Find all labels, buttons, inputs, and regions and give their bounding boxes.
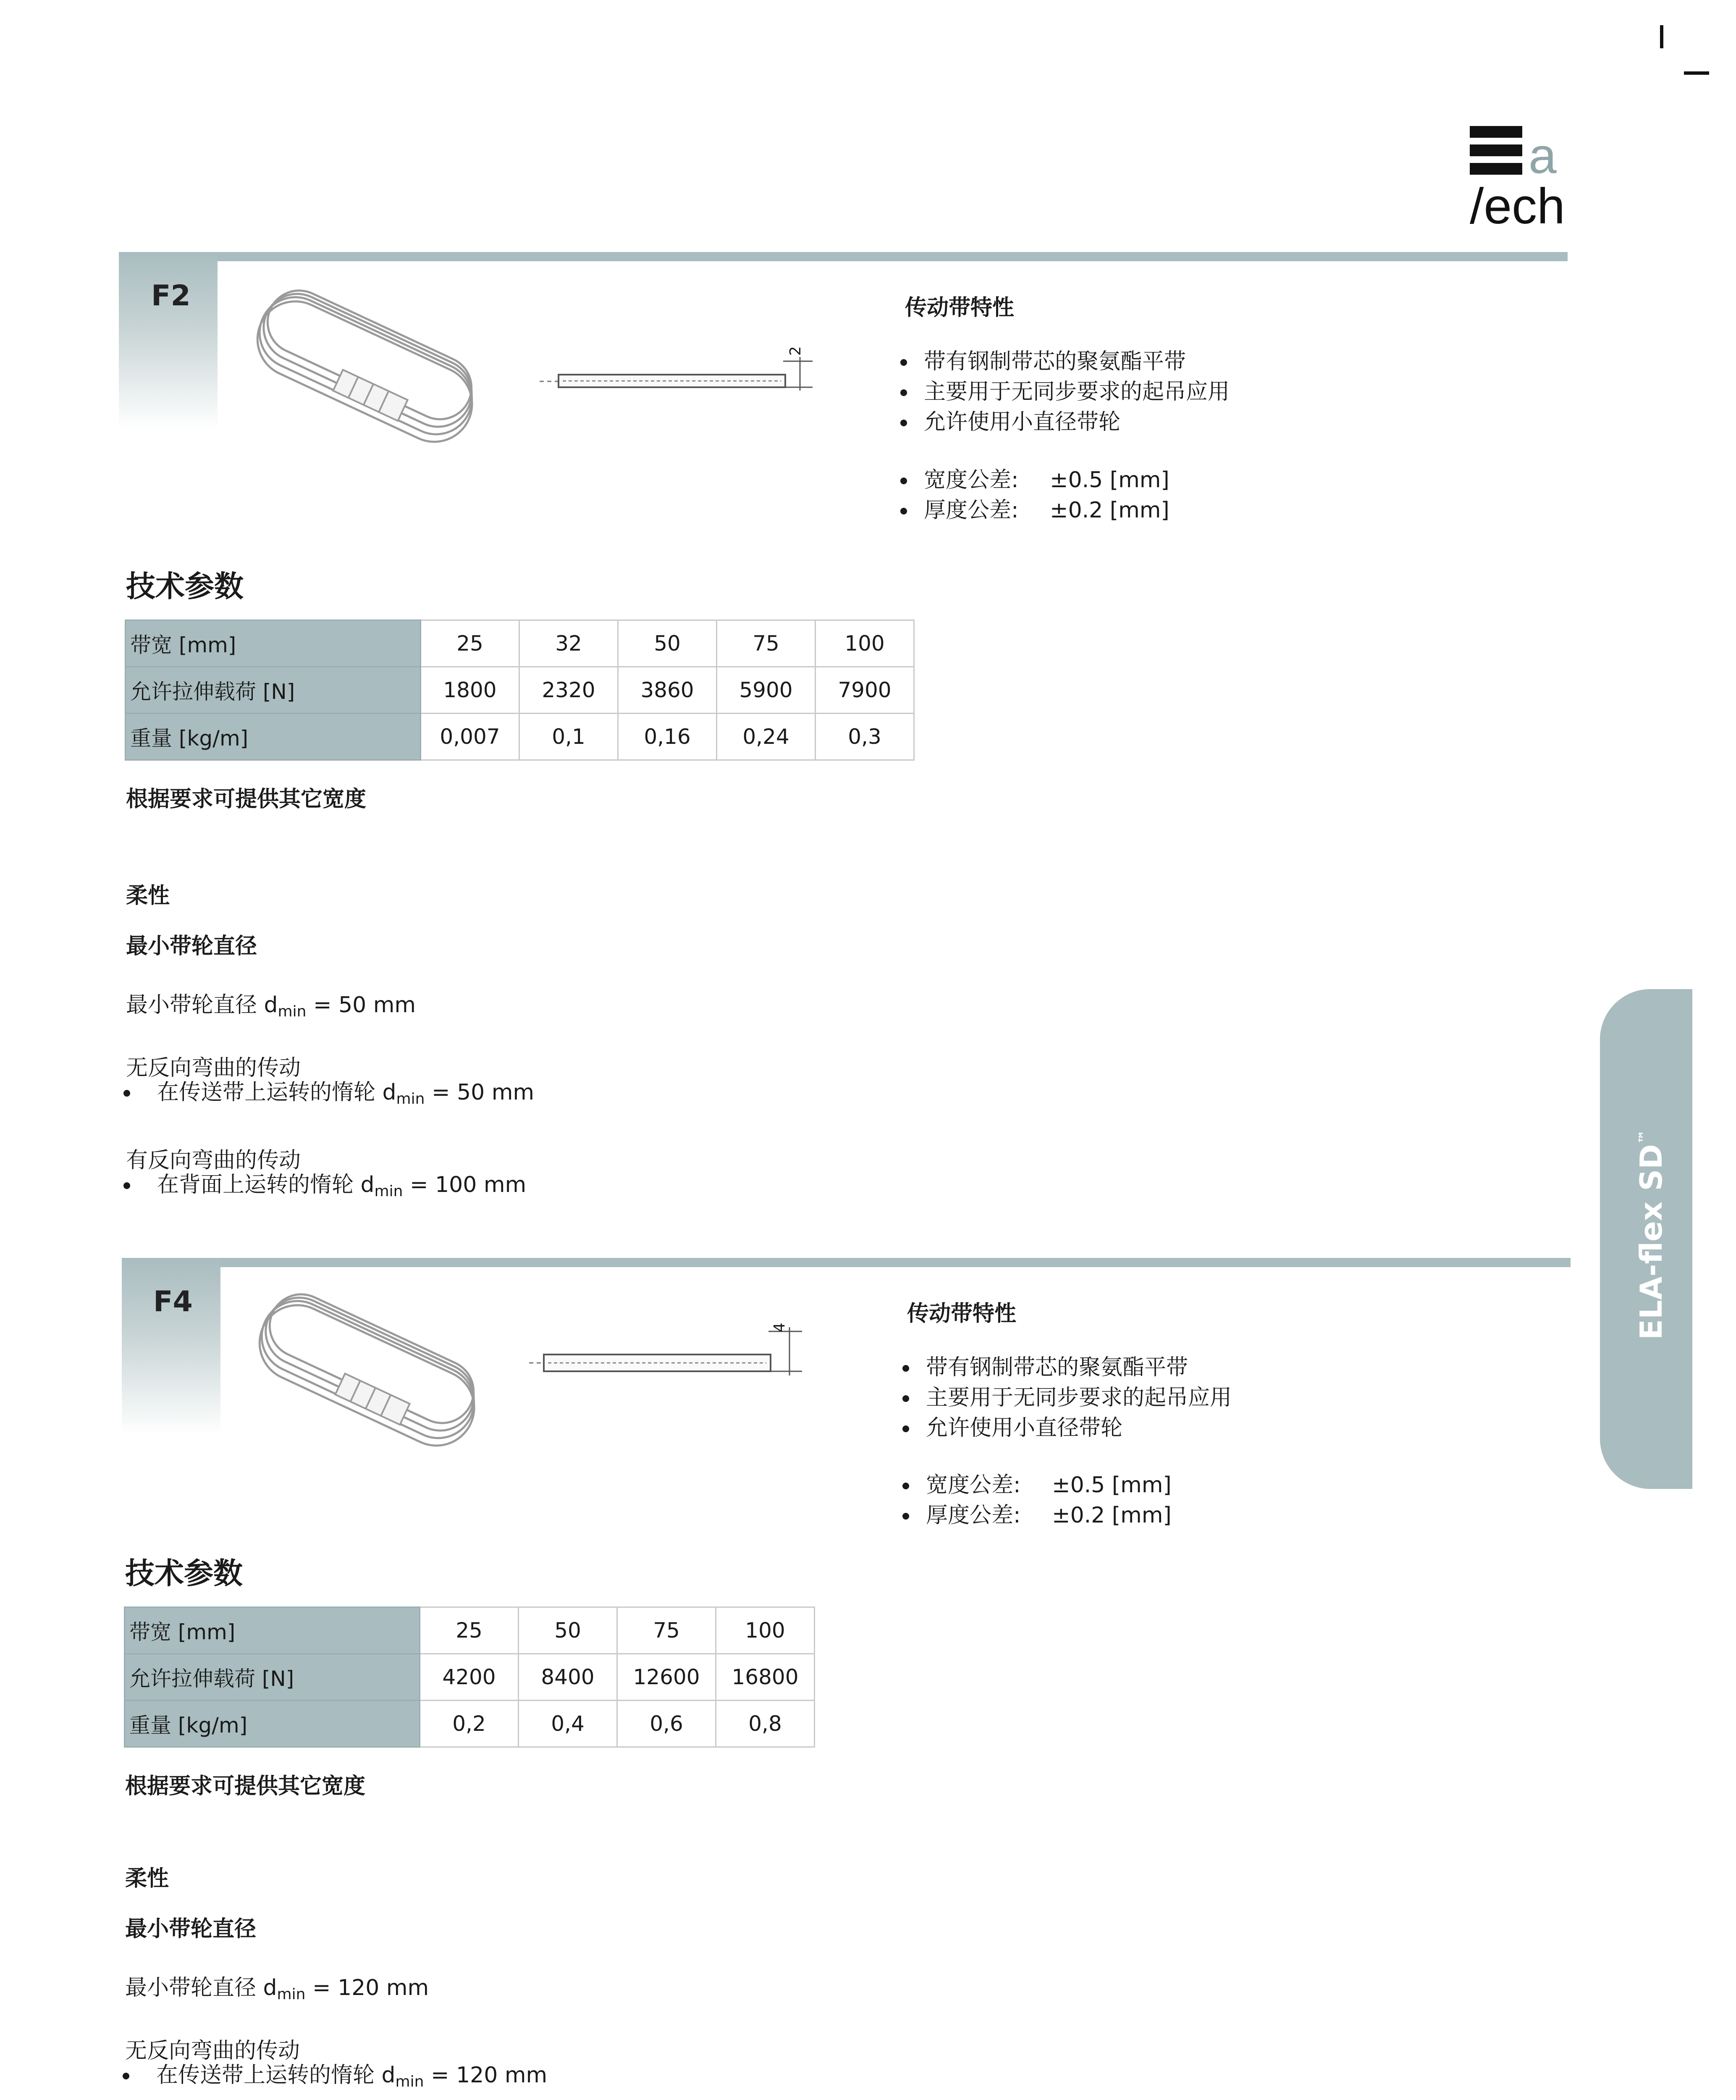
table-cell: 1800 (421, 667, 519, 714)
spec-table-f4 (124, 1606, 815, 1748)
features-title: 传动带特性 (907, 1301, 1017, 1326)
belt-profile-drawing (540, 344, 817, 399)
tolerance-item: 宽度公差: ±0.5 [mm] (901, 1470, 1172, 1500)
tolerance-item: 宽度公差: ±0.5 [mm] (899, 465, 1170, 495)
table-cell: 7900 (816, 667, 914, 714)
table-cell: 16800 (716, 1654, 815, 1701)
table-cell: 50 (618, 620, 717, 667)
table-cell: 100 (716, 1607, 815, 1654)
crop-mark-vertical (1660, 25, 1663, 48)
table-cell: 2320 (519, 667, 618, 714)
min-diameter-title: 最小带轮直径 (125, 1916, 257, 1942)
row-header: 带宽 [mm] (126, 620, 421, 667)
flexibility-title: 柔性 (125, 1866, 169, 1891)
table-cell: 32 (519, 620, 618, 667)
table-row (125, 1607, 815, 1654)
section-f2-rule (119, 252, 1568, 261)
non-reverse-list (122, 1077, 534, 1108)
tech-params-title: 技术参数 (125, 1556, 243, 1591)
table-row (125, 1654, 815, 1701)
table-cell: 0,007 (421, 714, 519, 760)
side-tab-label: ELA-flex SD™ (1634, 1130, 1669, 1340)
belt-loop-illustration (248, 277, 483, 454)
feature-item: 带有钢制带芯的聚氨酯平带 (899, 346, 1230, 377)
table-cell: 0,24 (717, 714, 816, 760)
flexibility-title: 柔性 (126, 883, 170, 908)
reverse-list (122, 1170, 526, 1200)
svg-text:/ech: /ech (1470, 178, 1565, 227)
table-row (126, 620, 914, 667)
tolerance-list (901, 1470, 1172, 1530)
feature-item: 主要用于无同步要求的起吊应用 (899, 377, 1230, 407)
table-cell: 4200 (420, 1654, 519, 1701)
svg-text:a: a (1529, 128, 1557, 184)
row-header: 重量 [kg/m] (125, 1701, 420, 1747)
tolerance-item: 厚度公差: ±0.2 [mm] (901, 1500, 1172, 1530)
other-widths-note: 根据要求可提供其它宽度 (125, 1774, 366, 1799)
spec-table-f2 (125, 620, 915, 761)
feature-item: 带有钢制带芯的聚氨酯平带 (901, 1352, 1232, 1383)
profile-thickness-label: 4 (771, 1323, 788, 1332)
min-diameter-text: 最小带轮直径 $d_{min} = 120$ mm (125, 1975, 429, 2003)
table-cell: 8400 (519, 1654, 617, 1701)
table-cell: 50 (519, 1607, 617, 1654)
table-cell: 0,16 (618, 714, 717, 760)
table-cell: 0,8 (716, 1701, 815, 1747)
features-list (901, 1352, 1232, 1443)
table-cell: 0,3 (816, 714, 914, 760)
table-row (125, 1701, 815, 1747)
features-list (899, 346, 1230, 437)
table-cell: 5900 (717, 667, 816, 714)
table-row (126, 714, 914, 760)
elatech-logo (1470, 126, 1566, 227)
non-reverse-title: 无反向弯曲的传动 (125, 2038, 300, 2063)
min-diameter-title: 最小带轮直径 (126, 934, 257, 959)
tolerance-item: 厚度公差: ±0.2 [mm] (899, 495, 1170, 525)
non-reverse-list (121, 2060, 547, 2090)
belt-profile-drawing (529, 1323, 806, 1382)
table-cell: 100 (816, 620, 914, 667)
min-diameter-text: 最小带轮直径 $d_{min} = 50$ mm (126, 992, 416, 1020)
table-cell: 0,6 (617, 1701, 716, 1747)
section-f2-code: F2 (151, 279, 191, 312)
non-reverse-item: 在传送带上运转的惰轮 $d_{min} = 120$ mm (121, 2060, 547, 2090)
feature-item: 允许使用小直径带轮 (901, 1413, 1232, 1443)
row-header: 允许拉伸载荷 [N] (125, 1654, 420, 1701)
feature-item: 主要用于无同步要求的起吊应用 (901, 1383, 1232, 1413)
feature-item: 允许使用小直径带轮 (899, 407, 1230, 437)
crop-mark-horizontal (1684, 71, 1709, 75)
reverse-item: 在背面上运转的惰轮 $d_{min} = 100$ mm (122, 1170, 526, 1200)
section-f2-tab (119, 252, 218, 428)
section-f4-rule (122, 1258, 1571, 1267)
non-reverse-item: 在传送带上运转的惰轮 $d_{min} = 50$ mm (122, 1077, 534, 1108)
table-cell: 3860 (618, 667, 717, 714)
table-cell: 0,1 (519, 714, 618, 760)
table-cell: 75 (617, 1607, 716, 1654)
section-f4-code: F4 (153, 1285, 193, 1318)
row-header: 允许拉伸载荷 [N] (126, 667, 421, 714)
features-title: 传动带特性 (905, 295, 1015, 320)
non-reverse-title: 无反向弯曲的传动 (126, 1055, 301, 1081)
table-cell: 0,2 (420, 1701, 519, 1747)
table-cell: 0,4 (519, 1701, 617, 1747)
reverse-title: 有反向弯曲的传动 (126, 1148, 301, 1173)
profile-thickness-label: 2 (787, 346, 804, 356)
tolerance-list (899, 465, 1170, 525)
table-row (126, 667, 914, 714)
belt-loop-illustration (250, 1281, 485, 1457)
table-cell: 25 (421, 620, 519, 667)
table-cell: 25 (420, 1607, 519, 1654)
tech-params-title: 技术参数 (126, 569, 244, 604)
table-cell: 12600 (617, 1654, 716, 1701)
other-widths-note: 根据要求可提供其它宽度 (126, 787, 367, 812)
section-f4-tab (122, 1258, 220, 1434)
table-cell: 75 (717, 620, 816, 667)
row-header: 重量 [kg/m] (126, 714, 421, 760)
row-header: 带宽 [mm] (125, 1607, 420, 1654)
